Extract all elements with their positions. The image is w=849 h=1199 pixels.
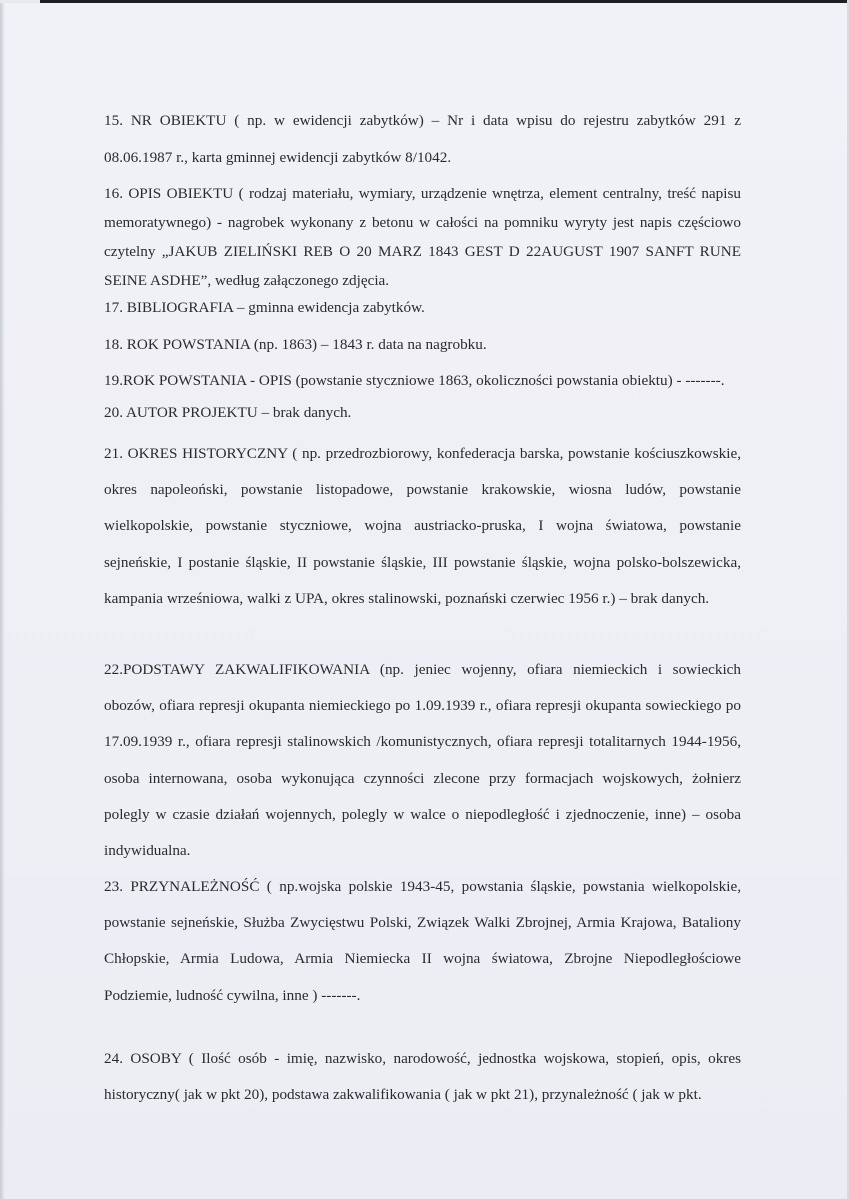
section-18-year-created: 18. ROK POWSTANIA (np. 1863) – 1843 r. data na nagrobku. [104,336,487,353]
scan-left-shadow [0,0,5,1199]
section-16-object-description: 16. OPIS OBIEKTU ( rodzaj materiału, wymiary, urządzenie wnętrza, element centralny, treść napisu memoratywnego) - nagrobek wykonany z betonu w całości na pomniku wyryty jest napis częściowo czytelny „JAKUB ZIELIŃSKI REB O 20 MARZ 1843 GEST D 22AUGUST 1907 SANFT RUNE SEINE ASDHE”, według załączonego zdjęcia. [104,185,741,289]
scan-top-edge [0,0,849,3]
section-21-historical-period: 21. OKRES HISTORYCZNY ( np. przedrozbiorowy, konfederacja barska, powstanie kościuszkowskie, okres napoleoński, powstanie listopadowe, powstanie krakowskie, wiosna ludów, powstanie wielkopolskie, powstanie styczniowe, wojna austriacko-pruska, I wojna światowa, powstanie sejneńskie, I postanie śląskie, II powstanie śląskie, III powstanie śląskie, wojna polsko-bolszewicka, kampania wrześniowa, walki z UPA, okres stalinowski, poznański czerwiec 1956 r.) – brak danych. [104,445,741,607]
scan-top-edge-gap [0,0,40,3]
section-15-object-number: 15. NR OBIEKTU ( np. w ewidencji zabytków) – Nr i data wpisu do rejestru zabytków 291 z 08.06.1987 r., karta gminnej ewidencji zabytków 8/1042. [104,112,741,166]
section-19-year-description: 19.ROK POWSTANIA - OPIS (powstanie styczniowe 1863, okoliczności powstania obiektu) - -------. [104,372,725,389]
section-20-project-author: 20. AUTOR PROJEKTU – brak danych. [104,404,352,421]
section-23-affiliation: 23. PRZYNALEŻNOŚĆ ( np.wojska polskie 1943-45, powstania śląskie, powstania wielkopolskie, powstanie sejneńskie, Służba Zwycięstwu Polski, Związek Walki Zbrojnej, Armia Krajowa, Bataliony Chłopskie, Armia Ludowa, Armia Niemiecka II wojna światowa, Zbrojne Niepodległościowe Podziemie, ludność cywilna, inne ) -------. [104,878,741,1004]
section-22-qualification-basis: 22.PODSTAWY ZAKWALIFIKOWANIA (np. jeniec wojenny, ofiara niemieckich i sowieckich obozów, ofiara represji okupanta niemieckiego po 1.09.1939 r., ofiara represji okupanta sowieckiego po 17.09.1939 r., ofiara represji stalinowskich /komunistycznych, ofiara represji totalitarnych 1944-1956, osoba internowana, osoba wykonująca czynności zlecone przy formacjach wojskowych, żołnierz polegly w czasie działań wojennych, polegly w walce o niepodległość i zjednoczenie, inne) – osoba indywidualna. [104,661,741,860]
section-24-persons: 24. OSOBY ( Ilość osób - imię, nazwisko, narodowość, jednostka wojskowa, stopień, opis, okres historyczny( jak w pkt 20), podstawa zakwalifikowania ( jak w pkt 21), przynależność ( jak w pkt. [104,1050,741,1104]
section-17-bibliography: 17. BIBLIOGRAFIA – gminna ewidencja zabytków. [104,299,425,316]
